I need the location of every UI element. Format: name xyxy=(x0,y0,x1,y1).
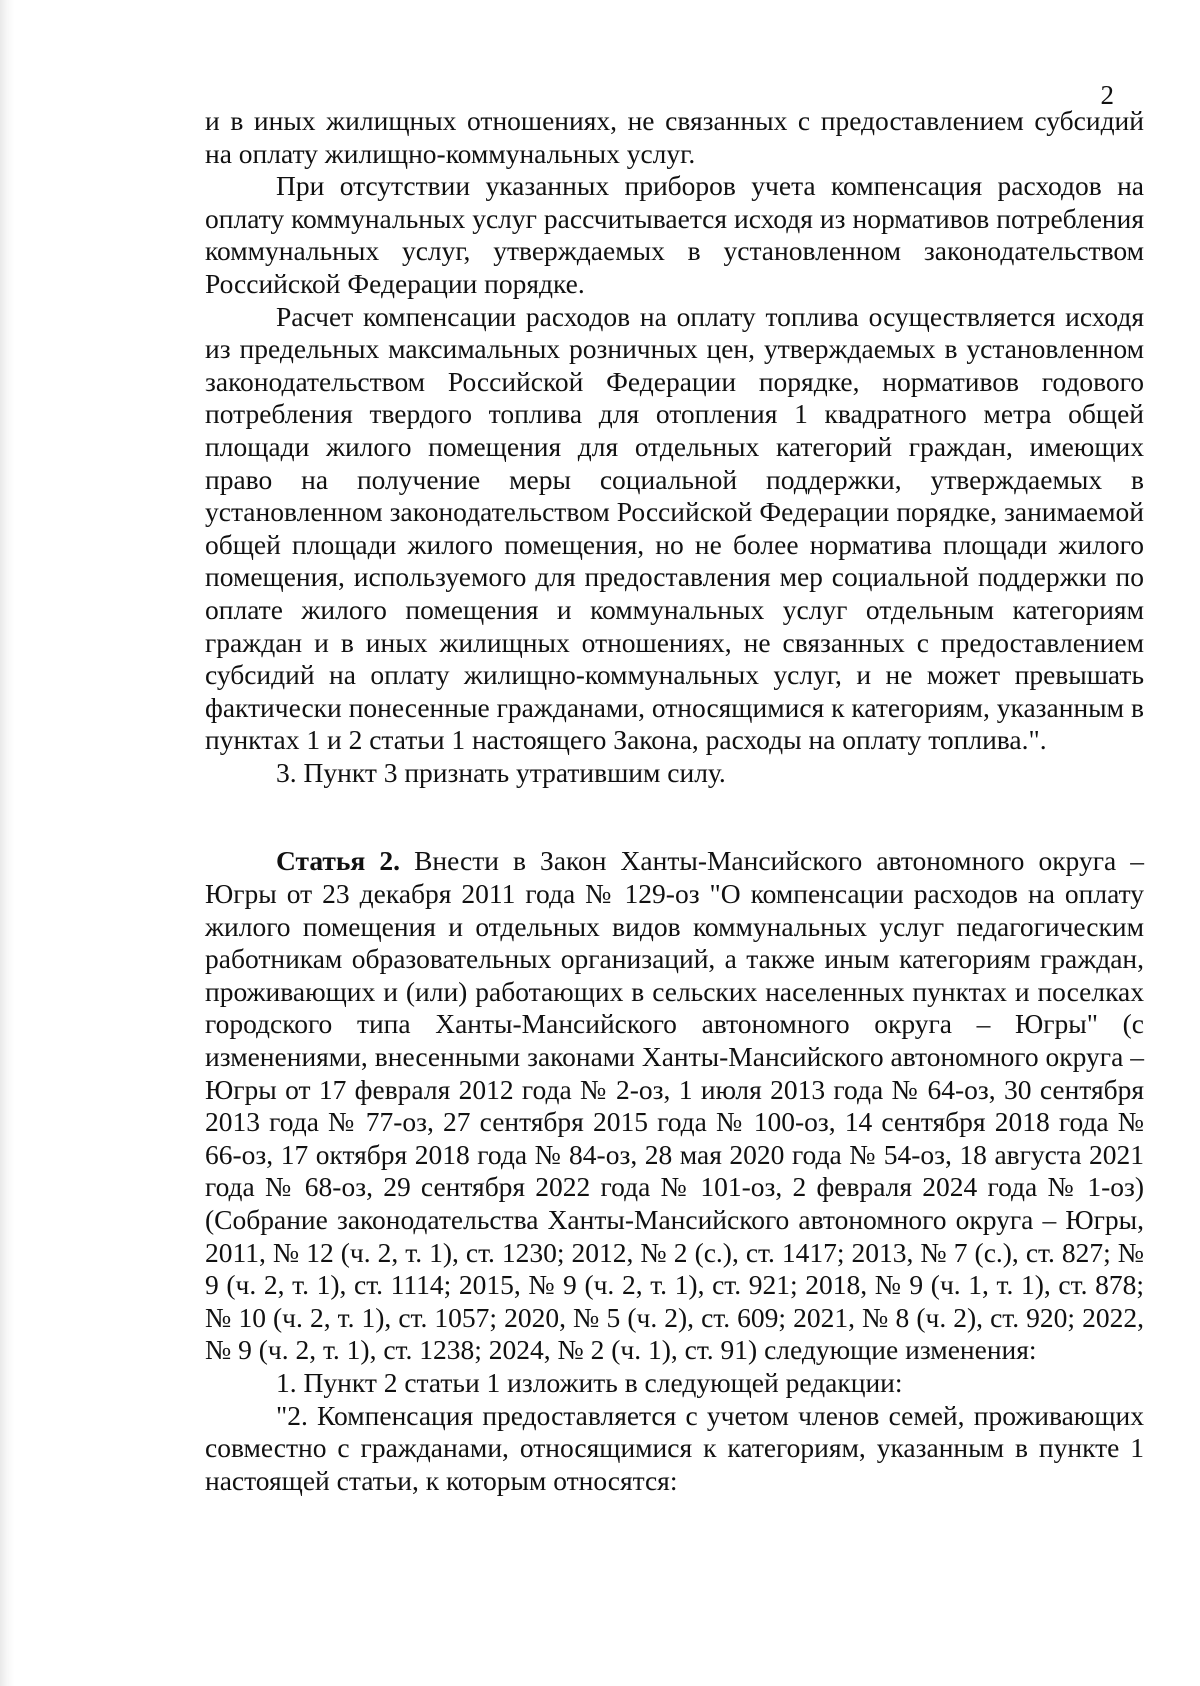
page-number: 2 xyxy=(1100,80,1114,110)
document-body xyxy=(205,105,1144,1497)
scan-edge xyxy=(0,0,14,1686)
section-gap xyxy=(205,789,1144,845)
article-2-heading: Статья 2. xyxy=(276,845,400,877)
paragraph-fuel-calculation: Расчет компенсации расходов на оплату топлива осуществляется исходя из предельных максимальных розничных цен, утверждаемых в установленном законодательством Российской Федерации порядке, нормативов годового потребления твердого топлива для отопления 1 квадратного метра общей площади жилого помещения для отдельных категорий граждан, имеющих право на получение меры социальной поддержки, утверждаемых в установленном законодательством Российской Федерации порядке, занимаемой общей площади жилого помещения, но не более норматива площади жилого помещения, используемого для предоставления мер социальной поддержки по оплате жилого помещения и коммунальных услуг отдельным категориям граждан и в иных жилищных отношениях, не связанных с предоставлением субсидий на оплату жилищно-коммунальных услуг, и не может превышать фактически понесенные гражданами, относящимися к категориям, указанным в пунктах 1 и 2 статьи 1 настоящего Закона, расходы на оплату топлива.". xyxy=(205,300,1144,756)
paragraph-item-1: 1. Пункт 2 статьи 1 изложить в следующей редакции: xyxy=(276,1366,903,1398)
paragraph-metering-absence: При отсутствии указанных приборов учета компенсация расходов на оплату коммунальных услуг рассчитывается исходя из нормативов потребления коммунальных услуг, утверждаемых в установленном законодательством Российской Федерации порядке. xyxy=(205,170,1144,299)
paragraph-item-3: 3. Пункт 3 признать утратившим силу. xyxy=(276,756,726,788)
article-2-paragraph xyxy=(205,845,1144,1367)
paragraph-continuation: и в иных жилищных отношениях, не связанных с предоставлением субсидий на оплату жилищно-коммунальных услуг. xyxy=(205,105,1144,169)
paragraph-new-point-2: "2. Компенсация предоставляется с учетом членов семей, проживающих совместно с гражданами, относящимися к категориям, указанным в пункте 1 настоящей статьи, к которым относятся: xyxy=(205,1399,1144,1496)
article-2-text: Внести в Закон Ханты-Мансийского автономного округа – Югры от 23 декабря 2011 года № 129-оз "О компенсации расходов на оплату жилого помещения и отдельных видов коммунальных услуг педагогическим работникам образовательных организаций, а также иным категориям граждан, проживающих и (или) работающих в сельских населенных пунктах и поселках городского типа Ханты-Мансийского автономного округа – Югры" (с изменениями, внесенными законами Ханты-Мансийского автономного округа – Югры от 17 февраля 2012 года № 2-оз, 1 июля 2013 года № 64-оз, 30 сентября 2013 года № 77-оз, 27 сентября 2015 года № 100-оз, 14 сентября 2018 года № 66-оз, 17 октября 2018 года № 84-оз, 28 мая 2020 года № 54-оз, 18 августа 2021 года № 68-оз, 29 сентября 2022 года № 101-оз, 2 февраля 2024 года № 1-оз) (Собрание законодательства Ханты-Мансийского автономного округа – Югры, 2011, № 12 (ч. 2, т. 1), ст. 1230; 2012, № 2 (с.), ст. 1417; 2013, № 7 (с.), ст. 827; № 9 (ч. 2, т. 1), ст. 1114; 2015, № 9 (ч. 2, т. 1), ст. 921; 2018, № 9 (ч. 1, т. 1), ст. 878; № 10 (ч. 2, т. 1), ст. 1057; 2020, № 5 (ч. 2), ст. 609; 2021, № 8 (ч. 2), ст. 920; 2022, № 9 (ч. 2, т. 1), ст. 1238; 2024, № 2 (ч. 1), ст. 91) следующие изменения: xyxy=(205,845,1144,1366)
